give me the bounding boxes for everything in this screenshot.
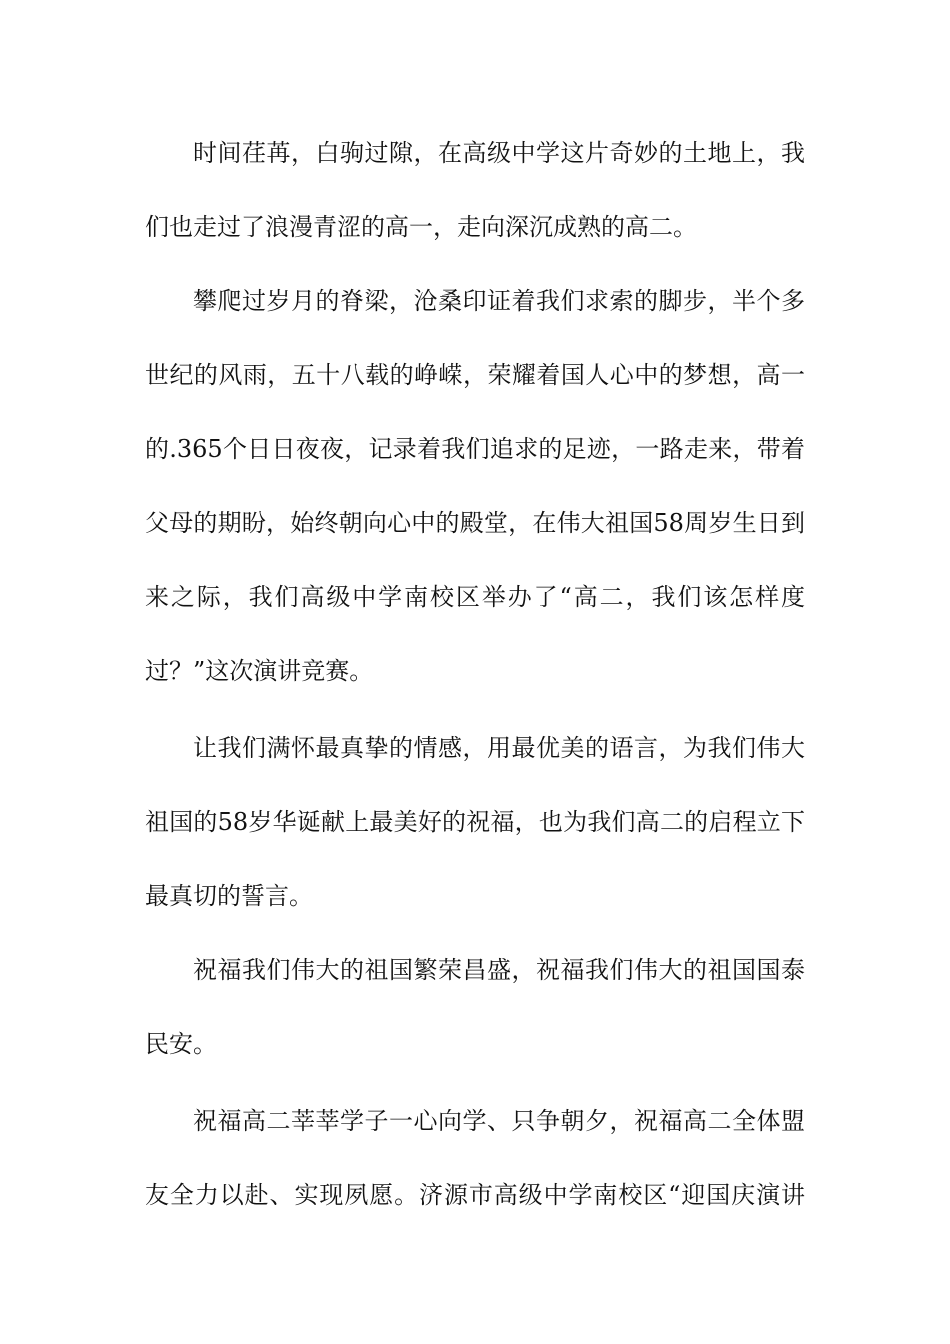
paragraph-1-line-2: 们也走过了浪漫青涩的高一，走向深沉成熟的高二。 [145,213,697,241]
paragraph-3-line-2: 祖国的58岁华诞献上最美好的祝福，也为我们高二的启程立下 [145,808,805,836]
paragraph-4-line-1: 祝福我们伟大的祖国繁荣昌盛，祝福我们伟大的祖国国泰 [193,956,805,984]
paragraph-5-line-2: 友全力以赴、实现夙愿。济源市高级中学南校区“迎国庆演讲 [145,1181,805,1209]
paragraph-2-line-6: 过？”这次演讲竞赛。 [145,657,374,685]
paragraph-2-line-1: 攀爬过岁月的脊梁，沧桑印证着我们求索的脚步，半个多 [193,287,805,315]
paragraph-3-line-1: 让我们满怀最真挚的情感，用最优美的语言，为我们伟大 [193,734,805,762]
paragraph-2-line-5: 来之际，我们高级中学南校区举办了“高二，我们该怎样度 [145,583,805,611]
paragraph-3-line-3: 最真切的誓言。 [145,882,313,910]
paragraph-2-line-2: 世纪的风雨，五十八载的峥嵘，荣耀着国人心中的梦想，高一 [145,361,805,389]
paragraph-1-line-1: 时间荏苒，白驹过隙，在高级中学这片奇妙的土地上，我 [193,139,805,167]
paragraph-2-line-3: 的.365个日日夜夜，记录着我们追求的足迹，一路走来，带着 [145,435,805,463]
paragraph-2-line-4: 父母的期盼，始终朝向心中的殿堂，在伟大祖国58周岁生日到 [145,509,805,537]
paragraph-5-line-1: 祝福高二莘莘学子一心向学、只争朝夕，祝福高二全体盟 [193,1107,805,1135]
paragraph-4-line-2: 民安。 [145,1030,217,1058]
